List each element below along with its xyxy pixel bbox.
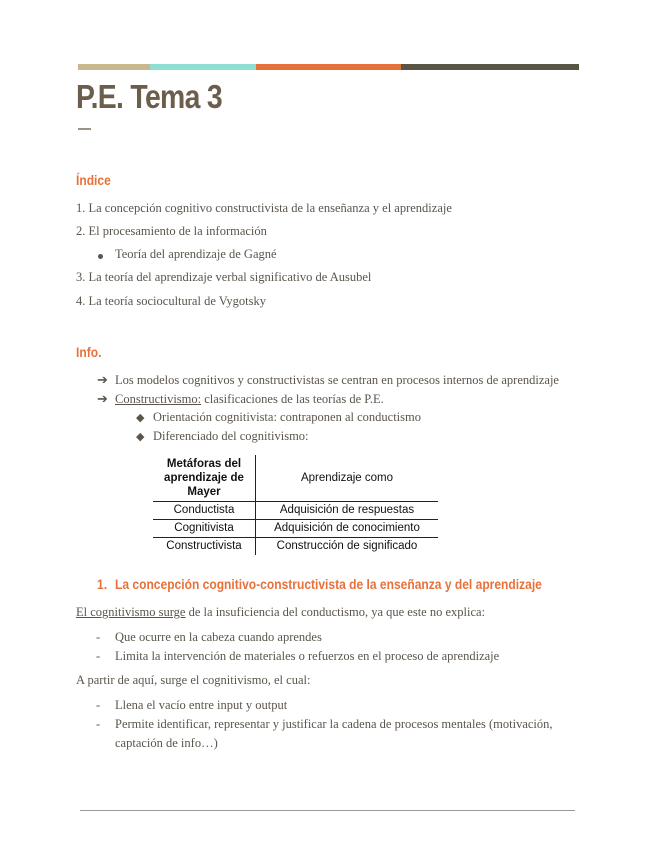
header-bar-segment-2	[150, 64, 256, 70]
header-bar-segment-4	[401, 64, 579, 70]
section-1-heading: La concepción cognitivo-constructivista de la enseñanza y del aprendizaje	[115, 576, 542, 592]
constructivismo-link[interactable]: Constructivismo:	[115, 392, 202, 406]
list-item: Llena el vacío entre input y output	[115, 698, 288, 712]
table-cell: Construcción de significado	[276, 540, 418, 552]
table-header-row	[153, 455, 438, 502]
info-arrow-item-2	[115, 392, 384, 407]
indice-item-4: 4. La teoría sociocultural de Vygotsky	[76, 294, 267, 308]
bullet-dot-icon	[98, 254, 103, 259]
arrow-bullet-icon: ➔	[97, 372, 108, 387]
indice-subitem: Teoría del aprendizaje de Gagné	[115, 247, 277, 261]
indice-item-3: 3. La teoría del aprendizaje verbal significativo de Ausubel	[76, 270, 372, 284]
footer-divider	[80, 810, 575, 811]
section-1-paragraph-1	[76, 605, 485, 620]
table-header-cell: Aprendizaje como	[256, 455, 439, 502]
list-item-continuation: captación de info…)	[115, 736, 218, 750]
info-diamond-item-2: Diferenciado del cognitivismo:	[153, 429, 309, 443]
paragraph-rest: de la insuficiencia del conductismo, ya que este no explica:	[185, 605, 486, 619]
document-title: P.E. Tema 3	[76, 78, 222, 115]
table-header-cell: Metáforas del aprendizaje de Mayer	[153, 455, 256, 502]
constructivismo-rest: clasificaciones de las teorías de P.E.	[201, 392, 384, 406]
indice-item-2: 2. El procesamiento de la información	[76, 224, 267, 238]
table-cell: Adquisición de conocimiento	[256, 520, 439, 538]
table-cell: Constructivista	[153, 538, 256, 556]
diamond-bullet-icon: ◆	[136, 412, 145, 424]
table-cell: Adquisición de respuestas	[256, 502, 439, 520]
table-row	[153, 538, 438, 556]
table-cell: Conductista	[153, 502, 256, 520]
list-item: Limita la intervención de materiales o refuerzos en el proceso de aprendizaje	[115, 649, 500, 663]
diamond-bullet-icon: ◆	[136, 431, 145, 443]
dash-bullet: -	[96, 717, 101, 731]
section-1-paragraph-2: A partir de aquí, surge el cognitivismo, el cual:	[76, 673, 311, 687]
list-item: Permite identificar, representar y justificar la cadena de procesos mentales (motivación,	[115, 717, 553, 731]
section-number: 1.	[97, 576, 108, 592]
dash-bullet: -	[96, 630, 101, 644]
info-diamond-item-1: Orientación cognitivista: contraponen al conductismo	[153, 410, 421, 424]
mayer-metaphors-table	[153, 455, 438, 555]
table-row	[153, 520, 438, 538]
header-bar-segment-1	[78, 64, 150, 70]
title-underline	[78, 128, 91, 130]
indice-heading: Índice	[76, 172, 111, 188]
header-bar-segment-3	[256, 64, 401, 70]
cognitivismo-link[interactable]: El cognitivismo surge	[76, 605, 186, 619]
dash-bullet: -	[96, 698, 101, 712]
list-item: Que ocurre en la cabeza cuando aprendes	[115, 630, 322, 644]
info-arrow-item-1: Los modelos cognitivos y constructivistas se centran en procesos internos de aprendizaje	[115, 373, 559, 387]
info-heading: Info.	[76, 344, 102, 360]
table-row	[153, 502, 438, 520]
dash-bullet: -	[96, 649, 101, 663]
indice-item-1: 1. La concepción cognitivo constructivista de la enseñanza y el aprendizaje	[76, 201, 452, 215]
arrow-bullet-icon: ➔	[97, 391, 108, 406]
table-cell: Cognitivista	[153, 520, 256, 538]
